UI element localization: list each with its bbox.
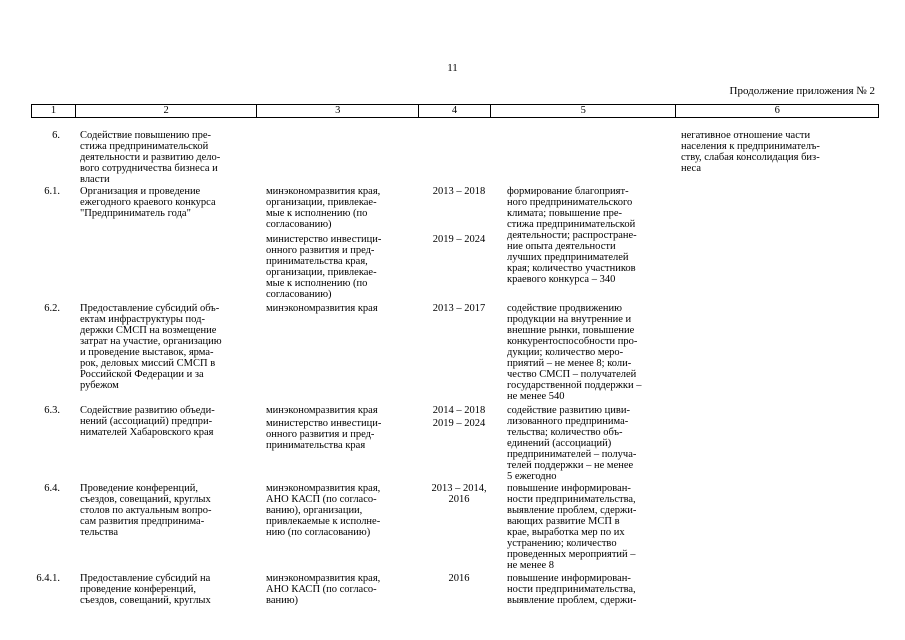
row-6-1-number: 6.1. <box>44 186 60 197</box>
continuation-label: Продолжение приложения № 2 <box>729 85 875 97</box>
row-6-4-executor: минэкономразвития края, АНО КАСП (по согласо- ванию), организации, привлекаемые к исполне- нию (по согласованию) <box>266 483 381 538</box>
row-6-1-years-a: 2013 – 2018 <box>432 186 486 197</box>
row-6-4-1-result: повышение информирован- ности предпринимательства, выявление проблем, сдержи- <box>507 573 637 606</box>
row-6-2-years: 2013 – 2017 <box>432 303 486 314</box>
row-6-2-number: 6.2. <box>44 303 60 314</box>
row-6-risk: негативное отношение части населения к предпринимателъ- ству, слабая консолидация биз- неса <box>681 130 820 174</box>
row-6-2-name: Предоставление субсидий объ- ектам инфраструктуры под- держки СМСП на возмещение затрат на участие, организацию и проведение выставок, ярма- рок, деловых миссий СМСП в Российской Федерации и за рубежом <box>80 303 222 391</box>
row-6-3-executor-b: министерство инвестици- онного развития и пред- принимательства края <box>266 418 382 451</box>
header-col-5: 5 <box>491 105 677 117</box>
row-6-3-years-a: 2014 – 2018 <box>432 405 486 416</box>
row-6-3-executor-a: минэкономразвития края <box>266 405 378 416</box>
row-6-4-1-years: 2016 <box>448 573 470 584</box>
header-col-6: 6 <box>774 105 780 116</box>
row-6-4-result: повышение информирован- ности предпринимательства, выявление проблем, сдержи- вающих развитие МСП в крае, выработка мер по их устранению; количество проведенных мероприятий – не менее 8 <box>507 483 637 571</box>
row-6-2-result: содействие продвижению продукции на внутренние и внешние рынки, повышение конкурентоспособности про- дукции; количество меро- приятий – не менее 8; коли- чество СМСП – получателей государственной поддержки – не менее 540 <box>507 303 642 402</box>
row-6-4-years: 2013 – 2014, 2016 <box>431 483 487 505</box>
row-6-1-years-b: 2019 – 2024 <box>432 234 486 245</box>
row-6-4-1-number: 6.4.1. <box>36 573 60 584</box>
row-6-name: Содействие повышению пре- стижа предпринимательской деятельности и развитию дело- вого сотрудничества бизнеса и власти <box>80 130 221 185</box>
header-col-4: 4 <box>419 105 491 117</box>
page-number: 11 <box>447 62 458 74</box>
row-6-1-executor-b: министерство инвестици- онного развития и пред- принимательства края, организации, привлекае- мые к исполнению (по согласованию) <box>266 234 382 300</box>
row-6-number: 6. <box>52 130 60 141</box>
header-col-1: 1 <box>32 105 76 117</box>
table-header <box>31 104 879 118</box>
row-6-3-years-b: 2019 – 2024 <box>432 418 486 429</box>
row-6-4-name: Проведение конференций, съездов, совещаний, круглых столов по актуальным вопро- сам развития предпринима- тельства <box>80 483 212 538</box>
header-col-3: 3 <box>257 105 419 117</box>
row-6-4-1-executor: минэкономразвития края, АНО КАСП (по согласо- ванию) <box>266 573 381 606</box>
row-6-3-result: содействие развитию циви- лизованного предпринима- тельства; количество объ- единений (ассоциаций) предпринимателей – получа- телей поддержки – не менее 5 ежегодно <box>507 405 637 482</box>
row-6-1-executor-a: минэкономразвития края, организации, привлекае- мые к исполнению (по согласованию) <box>266 186 381 230</box>
row-6-4-number: 6.4. <box>44 483 60 494</box>
row-6-3-name: Содействие развитию объеди- нений (ассоциаций) предпри- нимателей Хабаровского края <box>80 405 215 438</box>
row-6-3-number: 6.3. <box>44 405 60 416</box>
header-col-2: 2 <box>76 105 258 117</box>
row-6-4-1-name: Предоставление субсидий на проведение конференций, съездов, совещаний, круглых <box>80 573 211 606</box>
row-6-2-executor: минэкономразвития края <box>266 303 378 314</box>
row-6-1-result: формирование благоприят- ного предпринимательского климата; повышение пре- стижа предпринимательской деятельности; распростране- ние опыта деятельности лучших предпринимателей края; количество участников краевого конкурса – 340 <box>507 186 637 285</box>
row-6-1-name: Организация и проведение ежегодного краевого конкурса "Предприниматель года" <box>80 186 216 219</box>
